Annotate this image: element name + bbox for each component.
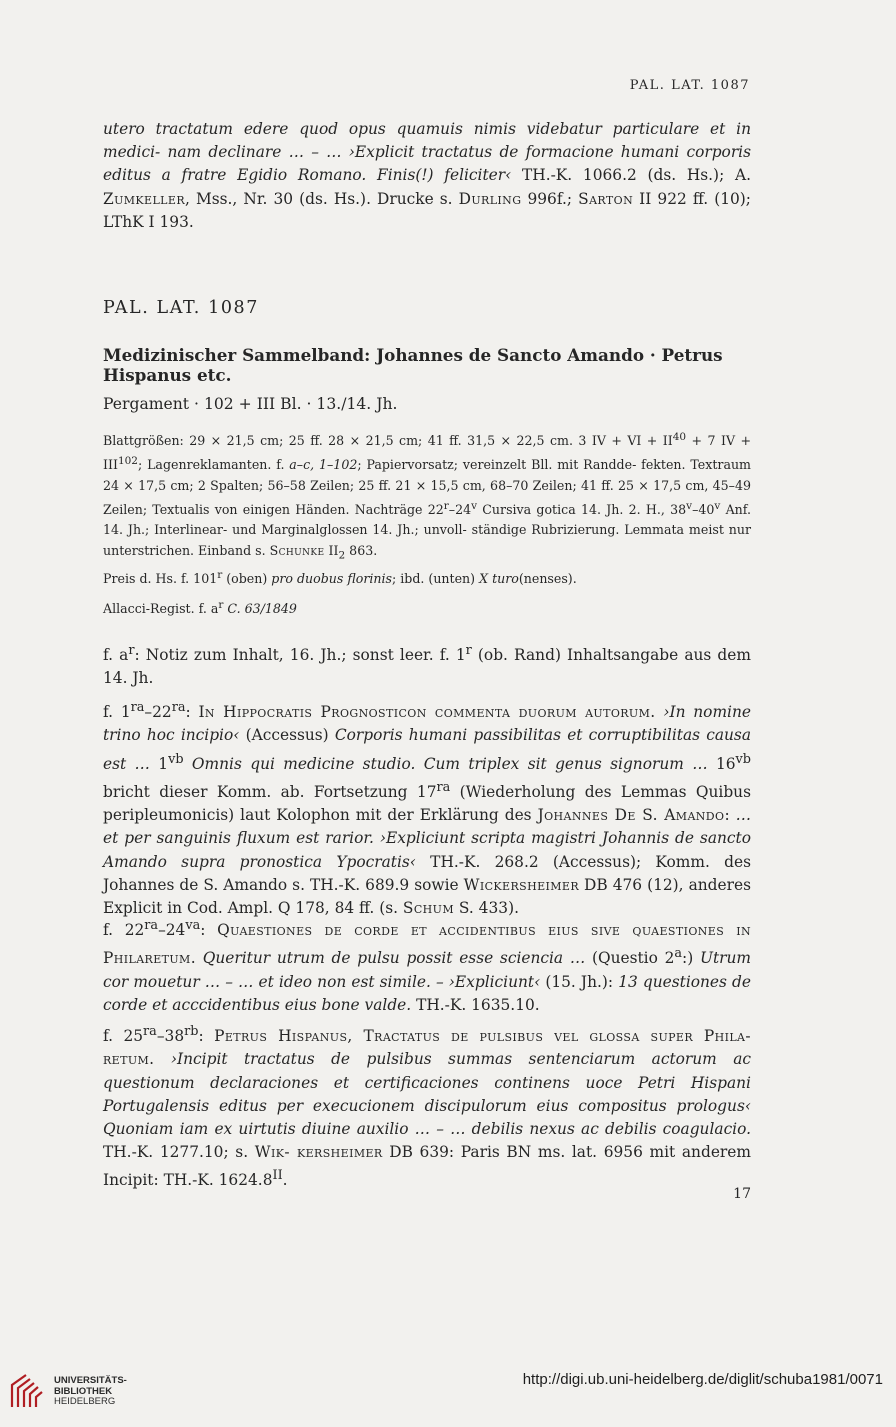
text: . bbox=[282, 1171, 288, 1190]
italic-text: Queritur utrum de pulsu possit esse sciencia … bbox=[196, 949, 586, 968]
allacci-register bbox=[103, 595, 751, 619]
text: : bbox=[198, 1027, 215, 1046]
italic-text: X turo bbox=[479, 571, 519, 587]
author-name: Schunke bbox=[269, 542, 325, 558]
italic-text: Omnis qui medicine studio. Cum triplex sit genus signorum … bbox=[183, 754, 708, 773]
manuscript-title: Medizinischer Sammelband: Johannes de Sancto Amando · Petrus Hispanus etc. bbox=[103, 345, 723, 385]
text: (Questio 2 bbox=[585, 949, 675, 968]
text: II 922 ff. (10); LThK I 193. bbox=[103, 189, 751, 231]
text: 1 bbox=[149, 754, 169, 773]
entry-quaestiones bbox=[103, 914, 751, 1017]
author-name: Wik- kersheimer bbox=[254, 1143, 383, 1162]
page-number: 17 bbox=[733, 1186, 751, 1202]
text: + 7 IV + III bbox=[103, 433, 752, 473]
footer-bar bbox=[0, 1358, 896, 1427]
text: (Wiederholung des Lemmas Quibus peripleumonicis) laut Kolophon mit der Erklärung des bbox=[103, 782, 751, 825]
entry-petrus-hispanus bbox=[103, 1020, 751, 1193]
italic-text: Corporis humani passibilitas et corruptibilitas causa est … bbox=[103, 726, 752, 773]
superscript: r bbox=[217, 569, 223, 581]
superscript: 40 bbox=[672, 431, 687, 443]
text: Allacci-Regist. f. a bbox=[103, 601, 219, 617]
superscript: r bbox=[443, 499, 449, 512]
superscript: ra bbox=[171, 700, 186, 715]
price-note bbox=[103, 565, 751, 589]
superscript: II bbox=[272, 1168, 283, 1184]
text: TH.-K. 1066.2 (ds. Hs.); A. bbox=[511, 166, 751, 185]
italic-text: Utrum cor mouetur … – … et ideo non est simile. – ›Expliciunt‹ bbox=[103, 949, 751, 991]
text: f. 22 bbox=[103, 921, 145, 940]
text: ; Papiervorsatz; vereinzelt Bll. mit Randde- fekten. Textraum 24 × 17,5 cm; 2 Spalten; 56–58 Zeilen; 25 ff. 21 × 15,5 cm, 68–70 Zeilen; 41 ff. 25 × 17,5 cm, 45–49 Zeilen; Textualis von einigen Händen. Nachträge 22 bbox=[103, 457, 752, 518]
source-url-link[interactable]: http://digi.ub.uni-heidelberg.de/diglit/schuba1981/0071 bbox=[522, 1371, 883, 1388]
italic-text: ›Incipit tractatus de pulsibus summas sentenciarum actorum ac questionum declaraciones et certificaciones continens uoce Petri Hispani Portugalensis editus per execucionem discipulorum eius compositus prologus‹ Quoniam iam ex uirtutis diuine auxilio … – … debilis nexus ac debilis coagulacio. bbox=[103, 1050, 751, 1138]
italic-text: C. 63/1849 bbox=[227, 601, 297, 617]
text: ; Lagenreklamanten. f. bbox=[137, 457, 290, 473]
text: –22 bbox=[144, 703, 172, 722]
running-head: PAL. LAT. 1087 bbox=[629, 78, 750, 93]
library-name-line3: HEIDELBERG bbox=[54, 1396, 116, 1407]
text: : Notiz zum Inhalt, 16. Jh.; sonst leer. f. 1 bbox=[134, 646, 466, 665]
author-name: Durling bbox=[458, 189, 522, 208]
text: Cursiva gotica 14. Jh. 2. H., 38 bbox=[477, 502, 687, 518]
material-line: Pergament · 102 + III Bl. · 13./14. Jh. bbox=[103, 395, 398, 413]
author-name: Schum bbox=[402, 899, 455, 917]
italic-text: … et per sanguinis fluxum est rarior. ›Expliciunt scripta magistri Johannis de sancto Amando supra pronostica Ypocratis‹ bbox=[103, 806, 751, 871]
text: :) bbox=[682, 949, 700, 968]
entry-hippocratis bbox=[103, 696, 751, 920]
italic-text: ›In nomine trino hoc incipio‹ bbox=[103, 703, 751, 745]
superscript: ra bbox=[436, 779, 451, 795]
superscript: v bbox=[471, 499, 478, 512]
superscript: vb bbox=[735, 751, 752, 767]
text: DB 476 (12), anderes Explicit in Cod. Ampl. Q 178, 84 ff. (s. bbox=[103, 875, 751, 917]
incipit-text: utero tractatum edere quod opus quamuis nimis videbatur particulare et in medici- nam declinare … – … ›Explicit tractatus de formacione humani corporis editus a fratre Egidio Romano. Finis(!) feliciter‹ bbox=[103, 120, 751, 185]
superscript: v bbox=[714, 499, 721, 512]
text: DB 639: Paris BN ms. lat. 6956 mit anderem Incipit: TH.-K. 1624.8 bbox=[103, 1143, 751, 1190]
university-library-logo-icon bbox=[8, 1371, 48, 1411]
text: : bbox=[724, 806, 736, 825]
text: (oben) bbox=[222, 571, 272, 587]
text: bricht dieser Komm. ab. Fortsetzung 17 bbox=[103, 782, 437, 801]
superscript: rb bbox=[184, 1024, 199, 1039]
library-name-line2: BIBLIOTHEK bbox=[54, 1385, 113, 1397]
physical-description bbox=[103, 427, 751, 565]
text: f. a bbox=[103, 646, 129, 665]
superscript: a bbox=[674, 946, 683, 962]
work-title: Quaestiones de corde et accidentibus eius sive quaestiones in Philaretum. bbox=[103, 921, 751, 968]
text: TH.-K. 268.2 (Accessus); Komm. des Johannes de S. Amando s. TH.-K. 689.9 sowie bbox=[103, 852, 751, 894]
superscript: r bbox=[128, 643, 135, 658]
work-title: Petrus Hispanus, Tractatus de pulsibus vel glossa super Phila- retum. bbox=[103, 1027, 751, 1069]
text: (ob. Rand) Inhaltsangabe aus dem 14. Jh. bbox=[103, 646, 751, 688]
previous-entry-fragment bbox=[103, 118, 751, 234]
text: Blattgrößen: 29 × 21,5 cm; 25 ff. 28 × 21,5 cm; 41 ff. 31,5 × 22,5 cm. 3 IV + VI + II bbox=[103, 433, 673, 449]
text: f. 25 bbox=[103, 1027, 144, 1046]
library-name-line1: UNIVERSITÄTS- bbox=[54, 1375, 127, 1386]
author-name: Wickersheimer bbox=[463, 875, 580, 894]
superscript: 102 bbox=[117, 455, 138, 468]
superscript: r bbox=[465, 643, 472, 658]
author-name: Johannes De S. Amando bbox=[537, 806, 725, 825]
italic-text: pro duobus florinis bbox=[271, 571, 392, 587]
library-name bbox=[54, 1376, 127, 1408]
italic-text: a–c, 1–102 bbox=[289, 457, 358, 473]
text: TH.-K. 1635.10. bbox=[411, 995, 540, 1014]
text: –24 bbox=[158, 921, 186, 940]
text: Preis d. Hs. f. 101 bbox=[103, 571, 218, 587]
text: TH.-K. 1277.10; s. bbox=[103, 1143, 255, 1162]
italic-text: 13 questiones de corde et acccidentibus eius bone valde. bbox=[103, 972, 751, 1014]
superscript: ra bbox=[144, 918, 159, 933]
superscript: va bbox=[185, 918, 201, 933]
superscript: vb bbox=[168, 751, 184, 767]
text: S. 433). bbox=[454, 899, 519, 917]
text: f. 1 bbox=[103, 703, 131, 722]
text: (Accessus) bbox=[239, 726, 335, 745]
text: –38 bbox=[156, 1027, 185, 1046]
text: (nenses). bbox=[518, 571, 577, 587]
text: ; ibd. (unten) bbox=[392, 571, 480, 587]
text: 996f.; bbox=[521, 189, 579, 208]
text: : bbox=[200, 921, 218, 940]
text: II bbox=[324, 542, 339, 558]
contents-note bbox=[103, 639, 751, 691]
text: Anf. 14. Jh.; Interlinear- und Marginalglossen 14. Jh.; unvoll- ständige Rubrizierung. Lemmata meist nur unterstrichen. Einband s. bbox=[103, 502, 751, 558]
text: –24 bbox=[448, 502, 472, 518]
superscript: ra bbox=[143, 1024, 157, 1039]
superscript: r bbox=[218, 599, 224, 611]
author-name: Sarton bbox=[578, 189, 634, 208]
text: (15. Jh.): bbox=[540, 972, 619, 991]
shelfmark-heading: PAL. LAT. 1087 bbox=[103, 298, 260, 318]
superscript: v bbox=[686, 499, 693, 512]
text: –40 bbox=[692, 502, 715, 518]
text: : bbox=[185, 703, 199, 722]
author-name: Zumkeller bbox=[103, 189, 185, 208]
superscript: ra bbox=[130, 700, 145, 715]
subscript: 2 bbox=[338, 549, 346, 562]
text: 16 bbox=[707, 754, 736, 773]
text: 863. bbox=[345, 542, 378, 558]
text: , Mss., Nr. 30 (ds. Hs.). Drucke s. bbox=[185, 189, 459, 208]
work-title: In Hippocratis Prognosticon commenta duorum autorum. bbox=[198, 703, 656, 722]
